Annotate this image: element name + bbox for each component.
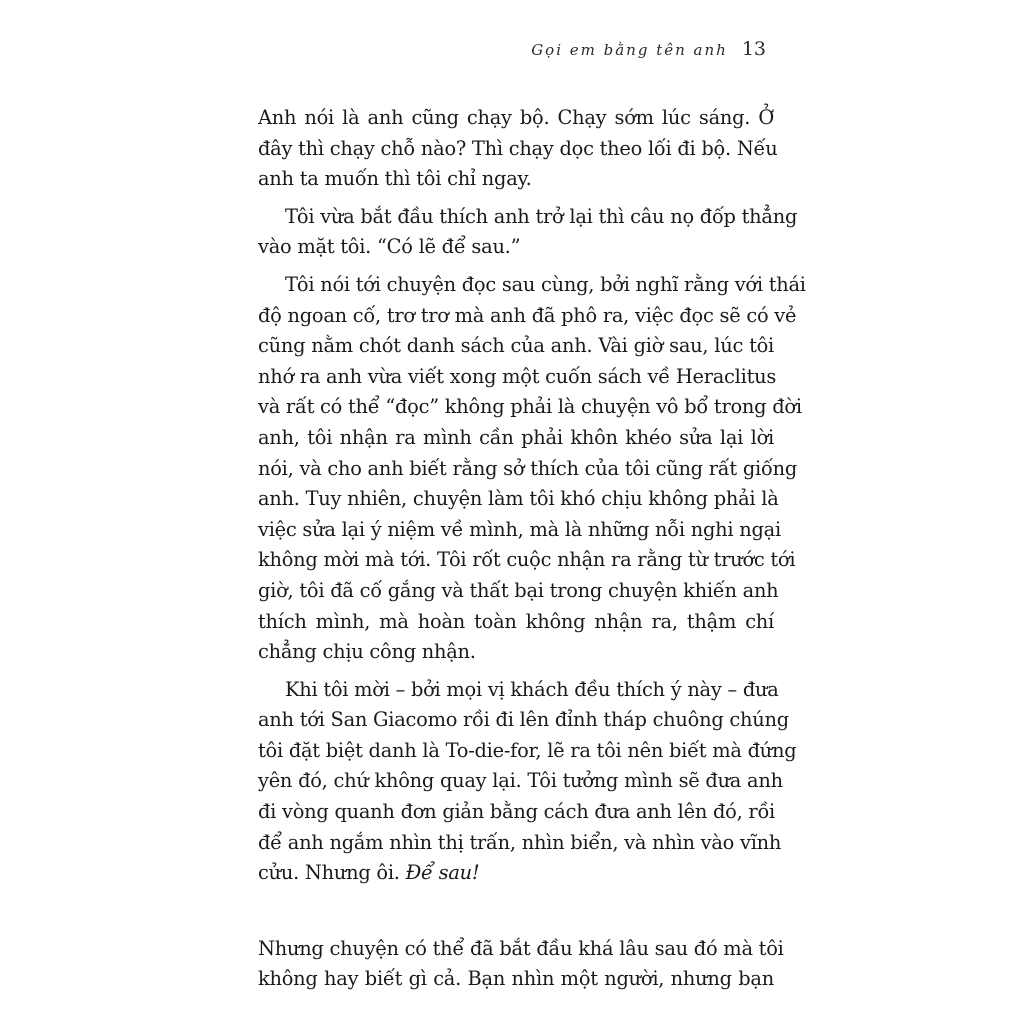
text-line: anh. Tuy nhiên, chuyện làm tôi khó chịu không phải là [258,487,779,511]
text-line: tôi đặt biệt danh là To-die-for, lẽ ra tôi nên biết mà đứng [258,738,797,762]
text-line: đi vòng quanh đơn giản bằng cách đưa anh lên đó, rồi [258,800,776,824]
paragraph-2 [258,202,798,263]
text-line: Tôi nói tới chuyện đọc sau cùng, bởi nghĩ rằng với thái [285,272,806,296]
text-line: Khi tôi mời – bởi mọi vị khách đều thích ý này – đưa [285,677,779,701]
paragraph-spacing [258,263,774,270]
text-line: đây thì chạy chỗ nào? Thì chạy dọc theo lối đi bộ. Nếu [258,136,778,160]
paragraph-3 [258,270,806,668]
italic-text-run: Để sau! [405,861,480,885]
text-line: anh, tôi nhận ra mình cần phải khôn khéo sửa lại lời [258,425,774,449]
text-line: Nhưng chuyện có thể đã bắt đầu khá lâu sau đó mà tôi [258,936,784,960]
text-line: việc sửa lại ý niệm về mình, mà là những nỗi nghi ngại [258,517,781,541]
paragraph-4 [258,675,797,889]
text-line: cũng nằm chót danh sách của anh. Vài giờ sau, lúc tôi [258,334,774,358]
paragraph-spacing [258,195,774,202]
text-run: cửu. Nhưng ôi. [258,861,406,885]
section-break [258,889,774,934]
body-text [258,103,806,995]
running-title: Gọi em bằng tên anh [531,41,728,59]
paragraph-5 [258,934,784,995]
text-line: không hay biết gì cả. Bạn nhìn một người, nhưng bạn [258,967,774,991]
paragraph-spacing [258,668,774,675]
text-line: để anh ngắm nhìn thị trấn, nhìn biển, và nhìn vào vĩnh [258,830,782,854]
text-line: nhớ ra anh vừa viết xong một cuốn sách về Heraclitus [258,364,777,388]
text-line: yên đó, chứ không quay lại. Tôi tưởng mình sẽ đưa anh [258,769,783,793]
text-line: nói, và cho anh biết rằng sở thích của tôi cũng rất giống [258,456,797,480]
text-line: anh ta muốn thì tôi chỉ ngay. [258,167,532,191]
text-line: Tôi vừa bắt đầu thích anh trở lại thì câu nọ đốp thẳng [285,204,798,228]
text-line: chẳng chịu công nhận. [258,640,476,664]
text-line [258,858,774,889]
running-head [531,38,766,60]
text-line: giờ, tôi đã cố gắng và thất bại trong chuyện khiến anh [258,578,779,602]
text-line: và rất có thể “đọc” không phải là chuyện vô bổ trong đời [258,395,802,419]
text-line: thích mình, mà hoàn toàn không nhận ra, thậm chí [258,609,774,633]
page-number: 13 [741,38,766,60]
text-line: anh tới San Giacomo rồi đi lên đỉnh tháp chuông chúng [258,708,789,732]
text-line: độ ngoan cố, trơ trơ mà anh đã phô ra, việc đọc sẽ có vẻ [258,303,797,327]
text-line: Anh nói là anh cũng chạy bộ. Chạy sớm lúc sáng. Ở [258,106,774,129]
text-line: không mời mà tới. Tôi rốt cuộc nhận ra rằng từ trước tới [258,548,796,572]
paragraph-1 [258,103,778,195]
text-line: vào mặt tôi. “Có lẽ để sau.” [258,235,521,259]
